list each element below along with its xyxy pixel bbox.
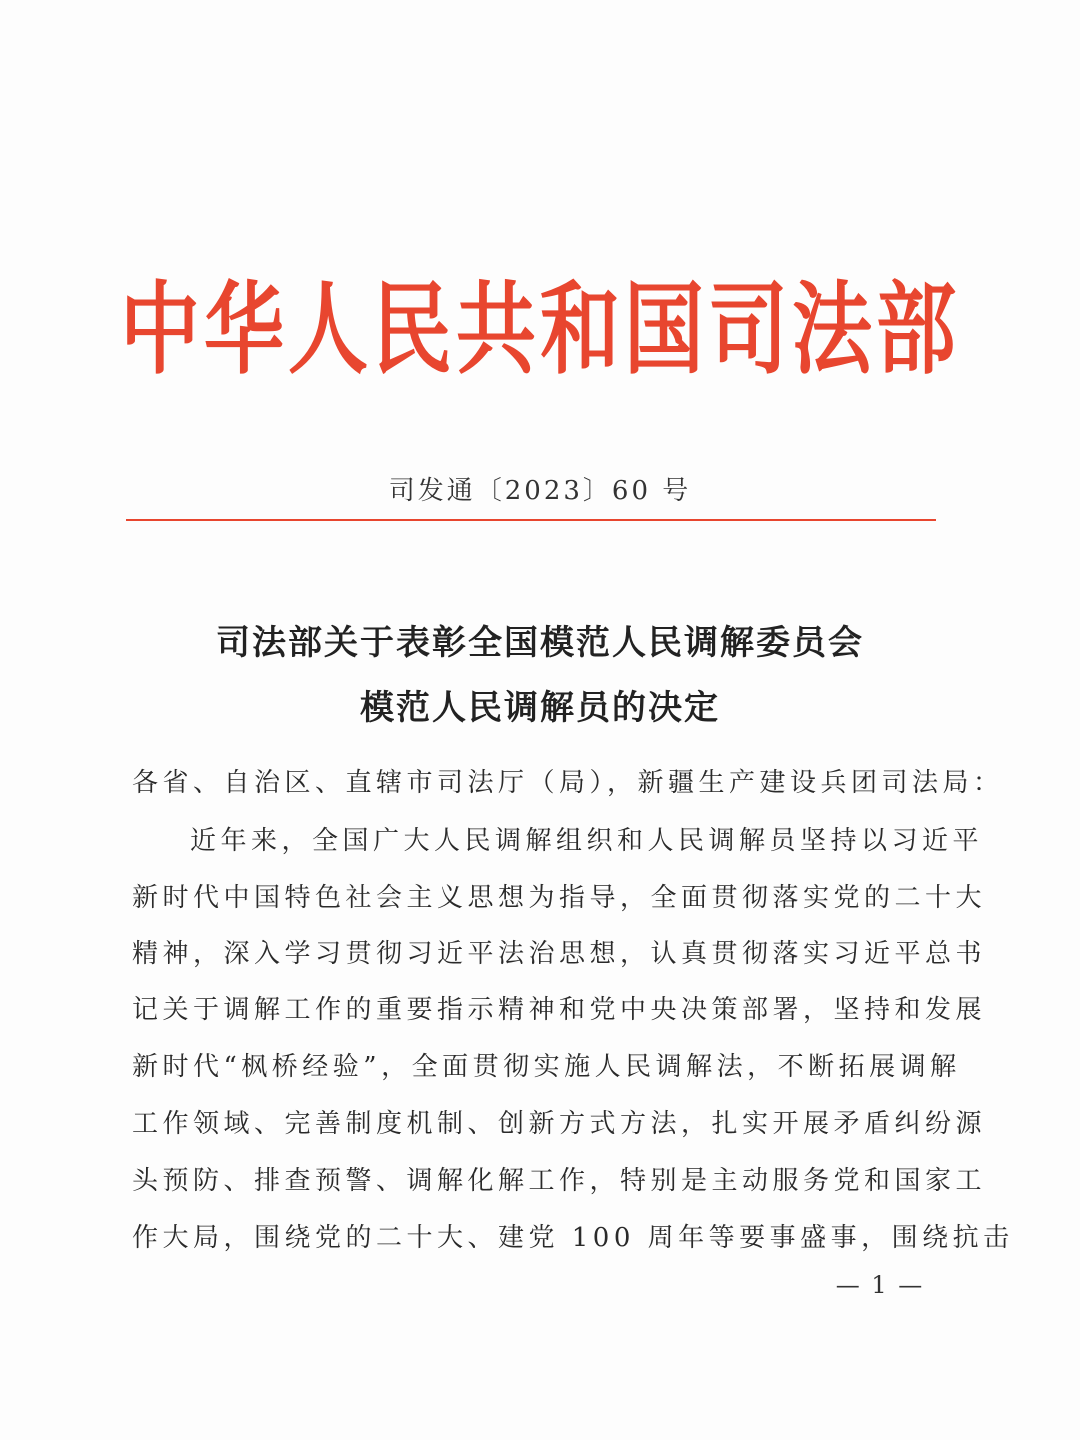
agency-header: 中华人民共和国司法部 — [120, 271, 960, 388]
document-title-line-2: 模范人民调解员的决定 — [360, 688, 720, 728]
salutation: 各省、自治区、直辖市司法厅（局），新疆生产建设兵团司法局： — [132, 768, 1004, 798]
body-line-5: 新时代“枫桥经验”，全面贯彻实施人民调解法，不断拓展调解 — [132, 1052, 961, 1082]
body-line-1: 近年来，全国广大人民调解组织和人民调解员坚持以习近平 — [190, 826, 984, 856]
body-line-6: 工作领域、完善制度机制、创新方式方法，扎实开展矛盾纠纷源 — [132, 1109, 987, 1139]
body-line-3: 精神，深入学习贯彻习近平法治思想，认真贯彻落实习近平总书 — [132, 939, 987, 969]
body-line-2: 新时代中国特色社会主义思想为指导，全面贯彻落实党的二十大 — [132, 883, 987, 913]
page-number: — 1 — — [835, 1271, 925, 1299]
body-line-7: 头预防、排查预警、调解化解工作，特别是主动服务党和国家工 — [132, 1166, 987, 1196]
red-divider — [126, 519, 936, 521]
document-number: 司发通〔2023〕60 号 — [388, 476, 692, 506]
body-line-4: 记关于调解工作的重要指示精神和党中央决策部署，坚持和发展 — [132, 995, 987, 1025]
document-title-line-1: 司法部关于表彰全国模范人民调解委员会 — [216, 623, 864, 663]
body-line-8: 作大局，围绕党的二十大、建党 100 周年等要事盛事，围绕抗击 — [132, 1223, 1014, 1253]
